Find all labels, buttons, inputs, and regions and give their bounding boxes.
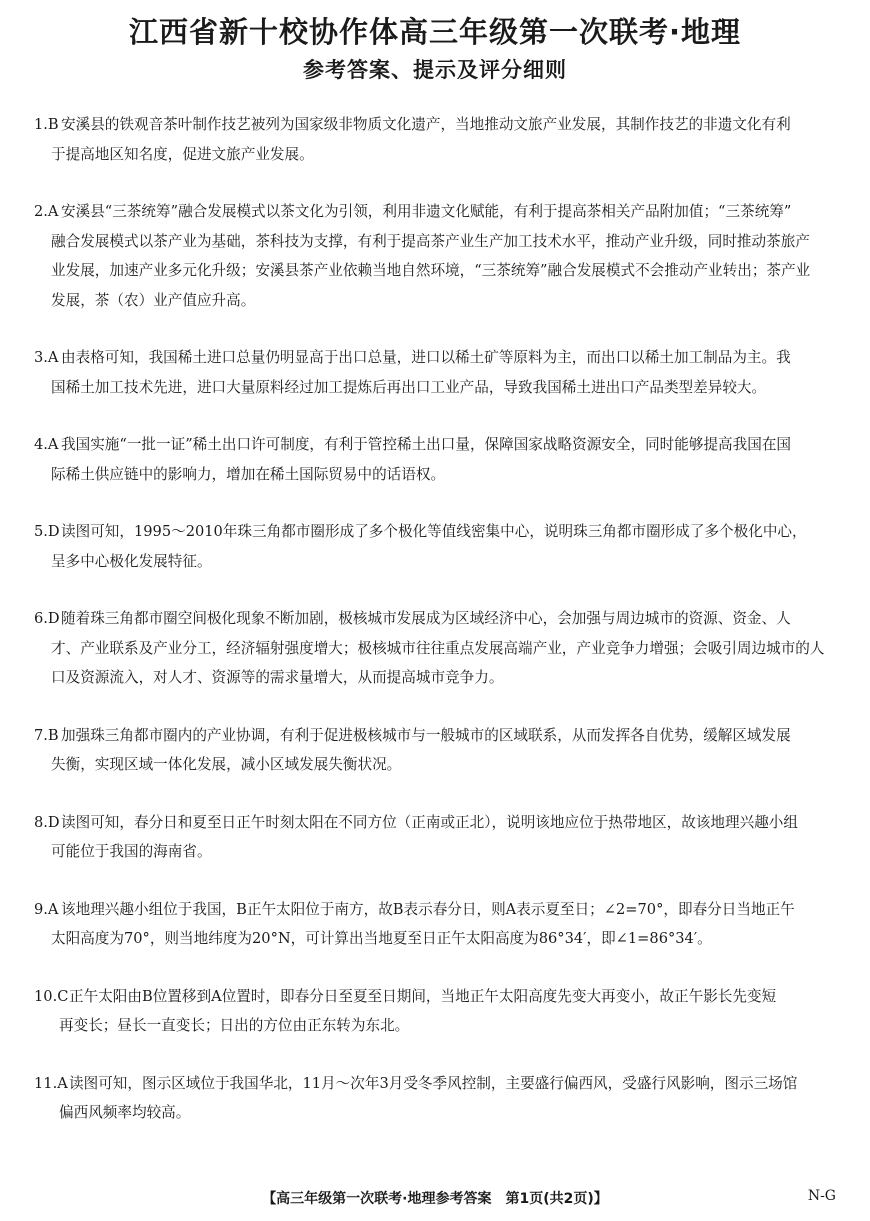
answer-line	[34, 604, 840, 634]
footer-page-info: 【高三年级第一次联考·地理参考答案 第1页(共2页)】	[262, 1191, 608, 1207]
answer-line: 于提高地区知名度，促进文旅产业发展。	[51, 145, 314, 163]
answer-line: 再变长；昼长一直变长；日出的方位由正东转为东北。	[59, 1017, 410, 1034]
answer-item	[34, 343, 840, 402]
answer-text: 正午太阳由B位置移到A位置时，即春分日至夏至日期间，当地正午太阳高度先变大再变小，故正午影长先变短	[69, 987, 777, 1005]
answer-item	[34, 895, 840, 954]
answer-line: 才、产业联系及产业分工，经济辐射强度增大；极核城市往往重点发展高端产业，产业竞争力增强；会吸引周边城市的人	[51, 639, 825, 657]
answer-text: 读图可知，1995～2010年珠三角都市圈形成了多个极化等值线密集中心，说明珠三角都市圈形成了多个极化中心，	[61, 523, 807, 540]
answer-item	[34, 982, 840, 1041]
answer-item	[34, 110, 840, 169]
answer-text: 随着珠三角都市圈空间极化现象不断加剧，极核城市发展成为区域经济中心，会加强与周边城市的资源、资金、人	[61, 610, 791, 627]
answer-line: 口及资源流入，对人才、资源等的需求量增大，从而提高城市竞争力。	[51, 669, 504, 686]
answer-item	[34, 604, 840, 693]
answer-item	[34, 808, 840, 867]
answer-text: 安溪县的铁观音茶叶制作技艺被列为国家级非物质文化遗产，当地推动文旅产业发展，其制作技艺的非遗文化有利	[61, 116, 791, 133]
answer-number: 11.A	[34, 1074, 68, 1092]
answer-number: 2.A	[34, 203, 59, 220]
answer-number: 1.B	[34, 116, 59, 133]
page-footer	[0, 1188, 870, 1210]
answer-line: 失衡，实现区域一体化发展，减小区域发展失衡状况。	[51, 756, 402, 773]
answer-line	[34, 982, 840, 1012]
answer-line: 融合发展模式以茶产业为基础，茶科技为支撑，有利于提高茶产业生产加工技术水平，推动产业升级，同时推动茶旅产	[51, 232, 810, 250]
answer-item	[34, 721, 840, 780]
footer-code: N-G	[807, 1188, 836, 1204]
answer-line: 呈多中心极化发展特征。	[51, 552, 212, 570]
answer-line	[34, 517, 840, 547]
page-subtitle: 参考答案、提示及评分细则	[303, 58, 567, 82]
answer-text: 读图可知，春分日和夏至日正午时刻太阳在不同方位（正南或正北），说明该地应位于热带地区，故该地理兴趣小组	[61, 813, 798, 831]
answer-line: 太阳高度为70°，则当地纬度为20°N，可计算出当地夏至日正午太阳高度为86°34′，即∠1=86°34′。	[51, 930, 712, 947]
answer-line	[34, 808, 840, 838]
answer-line	[34, 430, 840, 460]
answer-text: 安溪县“三茶统筹”融合发展模式以茶文化为引领，利用非遗文化赋能，有利于提高茶相关产品附加值；“三茶统筹”	[61, 203, 792, 220]
answer-item	[34, 197, 840, 315]
answer-number: 8.D	[34, 813, 60, 831]
answer-text: 读图可知，图示区域位于我国华北，11月～次年3月受冬季风控制，主要盛行偏西风，受盛行风影响，图示三场馆	[69, 1074, 798, 1092]
answer-number: 4.A	[34, 436, 59, 453]
answer-line	[34, 343, 840, 373]
answer-text: 加强珠三角都市圈内的产业协调，有利于促进极核城市与一般城市的区域联系，从而发挥各自优势，缓解区域发展	[61, 726, 791, 744]
answer-line: 国稀土加工技术先进，进口大量原料经过加工提炼后再出口工业产品，导致我国稀土进出口产品类型差异较大。	[51, 378, 767, 396]
answer-line	[34, 895, 840, 925]
answer-text: 我国实施“一批一证”稀土出口许可制度，有利于管控稀土出口量，保障国家战略资源安全，同时能够提高我国在国	[61, 436, 792, 453]
answer-item	[34, 517, 840, 576]
answer-line: 业发展，加速产业多元化升级；安溪县茶产业依赖当地自然环境，“三茶统筹”融合发展模式不会推动产业转出；茶产业	[51, 262, 811, 279]
answer-item	[34, 1069, 840, 1128]
answer-line	[34, 1069, 840, 1099]
answer-line: 偏西风频率均较高。	[59, 1104, 191, 1121]
page-title: 江西省新十校协作体高三年级第一次联考·地理	[128, 15, 742, 49]
answer-text: 该地理兴趣小组位于我国，B正午太阳位于南方，故B表示春分日，则A表示夏至日；∠2=70°，即春分日当地正午	[61, 900, 795, 918]
answer-line: 发展，茶（农）业产值应升高。	[51, 291, 256, 309]
answer-line	[34, 721, 840, 751]
answer-line	[34, 197, 840, 227]
answer-number: 7.B	[34, 726, 59, 744]
answer-list	[34, 110, 840, 1156]
answer-line	[34, 110, 840, 140]
answer-number: 5.D	[34, 523, 60, 540]
answer-line: 可能位于我国的海南省。	[51, 843, 212, 860]
answer-text: 由表格可知，我国稀土进口总量仍明显高于出口总量，进口以稀土矿等原料为主，而出口以稀土加工制品为主。我	[61, 349, 791, 366]
answer-number: 10.C	[34, 987, 69, 1005]
answer-line: 际稀土供应链中的影响力，增加在稀土国际贸易中的话语权。	[51, 465, 446, 483]
answer-number: 3.A	[34, 349, 59, 366]
answer-number: 9.A	[34, 900, 59, 918]
answer-item	[34, 430, 840, 489]
answer-number: 6.D	[34, 610, 60, 627]
